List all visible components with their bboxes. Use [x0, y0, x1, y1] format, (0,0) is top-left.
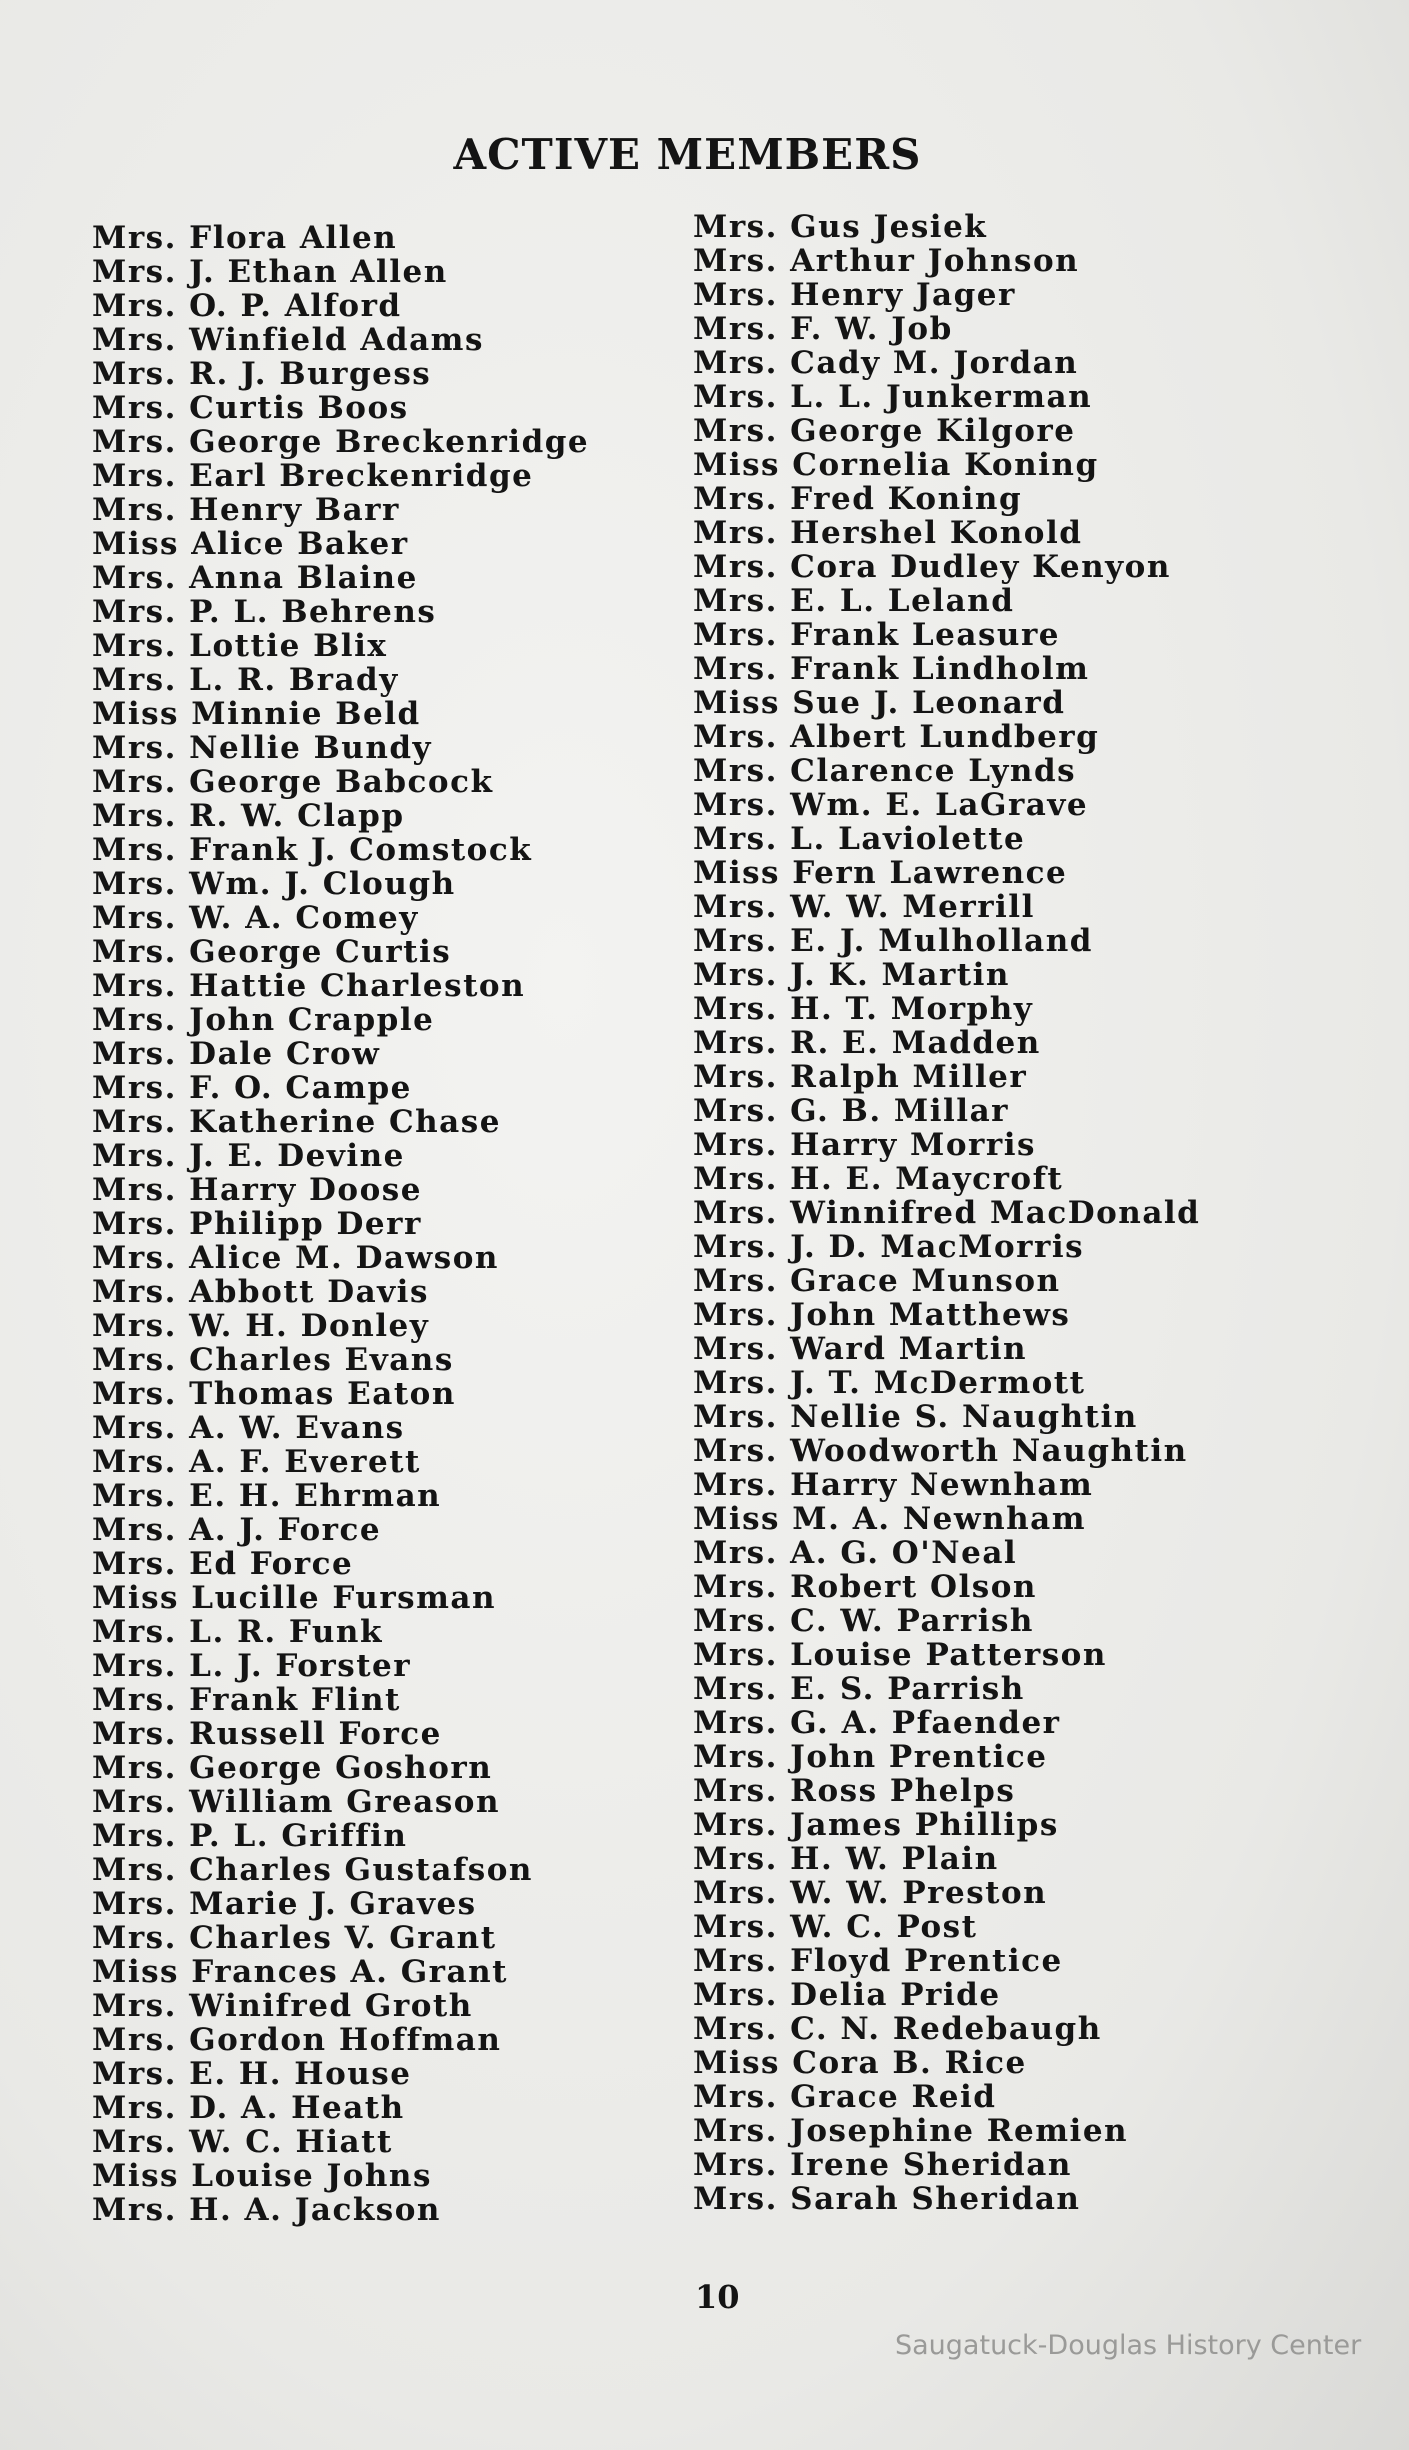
member-name: Mrs. Winfield Adams	[92, 322, 484, 358]
member-name: Miss Frances A. Grant	[92, 1954, 508, 1990]
member-name: Mrs. George Breckenridge	[92, 424, 590, 460]
member-name: Mrs. Irene Sheridan	[693, 2147, 1072, 2183]
member-name: Mrs. C. N. Redebaugh	[693, 2011, 1102, 2047]
member-name: Mrs. E. H. House	[92, 2056, 412, 2092]
member-name: Mrs. Winifred Groth	[92, 1988, 473, 2024]
member-name: Mrs. Frank J. Comstock	[92, 832, 533, 868]
member-name: Mrs. Charles V. Grant	[92, 1920, 497, 1956]
member-name: Mrs. A. W. Evans	[92, 1410, 405, 1446]
member-list-left	[92, 221, 652, 2227]
member-name: Mrs. J. D. MacMorris	[693, 1229, 1085, 1265]
member-name: Mrs. A. J. Force	[92, 1512, 382, 1548]
member-name: Mrs. E. L. Leland	[693, 583, 1015, 619]
member-name: Mrs. Floyd Prentice	[693, 1943, 1063, 1979]
member-name: Mrs. Ward Martin	[693, 1331, 1028, 1367]
member-name: Mrs. Earl Breckenridge	[92, 458, 534, 494]
member-name: Miss Minnie Beld	[92, 696, 421, 732]
member-name: Mrs. Curtis Boos	[92, 390, 409, 426]
member-name: Mrs. W. H. Donley	[92, 1308, 430, 1344]
member-name: Mrs. E. H. Ehrman	[92, 1478, 442, 1514]
member-name: Mrs. W. W. Preston	[693, 1875, 1048, 1911]
member-name: Mrs. Frank Flint	[92, 1682, 401, 1718]
member-name: Mrs. W. C. Post	[693, 1909, 978, 1945]
member-name: Mrs. P. L. Behrens	[92, 594, 437, 630]
member-name: Mrs. Cady M. Jordan	[693, 345, 1079, 381]
member-name: Mrs. Charles Evans	[92, 1342, 454, 1378]
member-name: Mrs. Henry Barr	[92, 492, 400, 528]
member-name: Mrs. Lottie Blix	[92, 628, 388, 664]
member-name: Mrs. Flora Allen	[92, 220, 398, 256]
member-name: Mrs. Hershel Konold	[693, 515, 1083, 551]
member-name: Mrs. Fred Koning	[693, 481, 1023, 517]
member-name: Mrs. Philipp Derr	[92, 1206, 422, 1242]
member-name: Miss Cornelia Koning	[693, 447, 1099, 483]
member-name: Mrs. R. W. Clapp	[92, 798, 405, 834]
member-name: Mrs. H. E. Maycroft	[693, 1161, 1064, 1197]
member-name: Mrs. L. J. Forster	[92, 1648, 412, 1684]
member-name: Mrs. L. Laviolette	[693, 821, 1026, 857]
watermark: Saugatuck-Douglas History Center	[895, 2330, 1362, 2361]
member-name: Miss Cora B. Rice	[693, 2045, 1027, 2081]
member-name: Mrs. Robert Olson	[693, 1569, 1037, 1605]
member-name: Mrs. Delia Pride	[693, 1977, 1001, 2013]
member-name: Mrs. D. A. Heath	[92, 2090, 405, 2126]
member-name: Miss Louise Johns	[92, 2158, 432, 2194]
member-name: Mrs. J. T. McDermott	[693, 1365, 1086, 1401]
member-name: Mrs. J. Ethan Allen	[92, 254, 448, 290]
member-name: Mrs. L. R. Brady	[92, 662, 399, 698]
member-name: Mrs. George Curtis	[92, 934, 452, 970]
member-name: Mrs. John Crapple	[92, 1002, 435, 1038]
member-name: Miss Fern Lawrence	[693, 855, 1068, 891]
member-name: Mrs. W. W. Merrill	[693, 889, 1035, 925]
member-name: Mrs. Grace Munson	[693, 1263, 1061, 1299]
member-name: Mrs. H. A. Jackson	[92, 2192, 441, 2228]
member-name: Mrs. Cora Dudley Kenyon	[693, 549, 1171, 585]
member-name: Mrs. Henry Jager	[693, 277, 1016, 313]
page-title: ACTIVE MEMBERS	[453, 130, 922, 179]
member-name: Mrs. Gus Jesiek	[693, 209, 988, 245]
member-name: Mrs. L. L. Junkerman	[693, 379, 1093, 415]
member-name: Mrs. A. F. Everett	[92, 1444, 421, 1480]
member-name: Mrs. H. T. Morphy	[693, 991, 1034, 1027]
member-name: Mrs. George Babcock	[92, 764, 494, 800]
member-name: Mrs. Harry Newnham	[693, 1467, 1094, 1503]
member-name: Mrs. John Matthews	[693, 1297, 1071, 1333]
member-name: Mrs. Ross Phelps	[693, 1773, 1016, 1809]
member-name: Mrs. George Goshorn	[92, 1750, 493, 1786]
member-name: Mrs. Nellie S. Naughtin	[693, 1399, 1138, 1435]
member-name: Mrs. John Prentice	[693, 1739, 1048, 1775]
member-name: Mrs. Josephine Remien	[693, 2113, 1129, 2149]
member-name: Mrs. Wm. J. Clough	[92, 866, 456, 902]
member-name: Mrs. Wm. E. LaGrave	[693, 787, 1089, 823]
member-name: Mrs. Anna Blaine	[92, 560, 418, 596]
member-name: Mrs. E. J. Mulholland	[693, 923, 1093, 959]
member-name: Mrs. Thomas Eaton	[92, 1376, 456, 1412]
member-name: Mrs. E. S. Parrish	[693, 1671, 1025, 1707]
member-name: Miss Alice Baker	[92, 526, 409, 562]
member-name: Mrs. Grace Reid	[693, 2079, 997, 2115]
member-name: Mrs. William Greason	[92, 1784, 501, 1820]
member-name: Mrs. Arthur Johnson	[693, 243, 1080, 279]
member-name: Mrs. James Phillips	[693, 1807, 1059, 1843]
member-name: Mrs. Woodworth Naughtin	[693, 1433, 1188, 1469]
member-name: Mrs. Frank Leasure	[693, 617, 1061, 653]
member-name: Miss Lucille Fursman	[92, 1580, 497, 1616]
member-name: Mrs. Clarence Lynds	[693, 753, 1077, 789]
member-name: Mrs. Winnifred MacDonald	[693, 1195, 1201, 1231]
member-name: Mrs. Charles Gustafson	[92, 1852, 533, 1888]
member-name: Mrs. Nellie Bundy	[92, 730, 433, 766]
member-name: Mrs. George Kilgore	[693, 413, 1076, 449]
member-name: Mrs. G. B. Millar	[693, 1093, 1009, 1129]
member-name: Mrs. L. R. Funk	[92, 1614, 383, 1650]
member-name: Mrs. Louise Patterson	[693, 1637, 1107, 1673]
member-name: Mrs. A. G. O'Neal	[693, 1535, 1018, 1571]
member-name: Mrs. Alice M. Dawson	[92, 1240, 499, 1276]
member-name: Mrs. Albert Lundberg	[693, 719, 1100, 755]
member-name: Mrs. Abbott Davis	[92, 1274, 429, 1310]
member-name: Mrs. Gordon Hoffman	[92, 2022, 502, 2058]
member-name: Mrs. W. A. Comey	[92, 900, 419, 936]
member-name: Mrs. Harry Morris	[693, 1127, 1036, 1163]
member-name: Mrs. J. E. Devine	[92, 1138, 405, 1174]
page-number: 10	[695, 2278, 740, 2316]
member-name: Mrs. Sarah Sheridan	[693, 2181, 1081, 2217]
member-name: Mrs. Ed Force	[92, 1546, 354, 1582]
member-name: Mrs. Ralph Miller	[693, 1059, 1028, 1095]
member-name: Mrs. R. E. Madden	[693, 1025, 1041, 1061]
member-name: Mrs. Katherine Chase	[92, 1104, 501, 1140]
member-name: Mrs. F. O. Campe	[92, 1070, 412, 1106]
member-name: Mrs. P. L. Griffin	[92, 1818, 408, 1854]
member-name: Mrs. J. K. Martin	[693, 957, 1010, 993]
member-name: Miss Sue J. Leonard	[693, 685, 1066, 721]
member-name: Mrs. Frank Lindholm	[693, 651, 1090, 687]
member-name: Mrs. Harry Doose	[92, 1172, 422, 1208]
member-name: Mrs. R. J. Burgess	[92, 356, 432, 392]
member-name: Mrs. Dale Crow	[92, 1036, 381, 1072]
member-name: Mrs. Russell Force	[92, 1716, 442, 1752]
member-name: Mrs. H. W. Plain	[693, 1841, 999, 1877]
member-name: Mrs. F. W. Job	[693, 311, 953, 347]
member-name: Mrs. Marie J. Graves	[92, 1886, 477, 1922]
member-name: Miss M. A. Newnham	[693, 1501, 1087, 1537]
member-name: Mrs. C. W. Parrish	[693, 1603, 1034, 1639]
member-list-right	[693, 210, 1353, 2216]
member-name: Mrs. O. P. Alford	[92, 288, 402, 324]
member-name: Mrs. G. A. Pfaender	[693, 1705, 1061, 1741]
member-name: Mrs. W. C. Hiatt	[92, 2124, 393, 2160]
member-name: Mrs. Hattie Charleston	[92, 968, 526, 1004]
